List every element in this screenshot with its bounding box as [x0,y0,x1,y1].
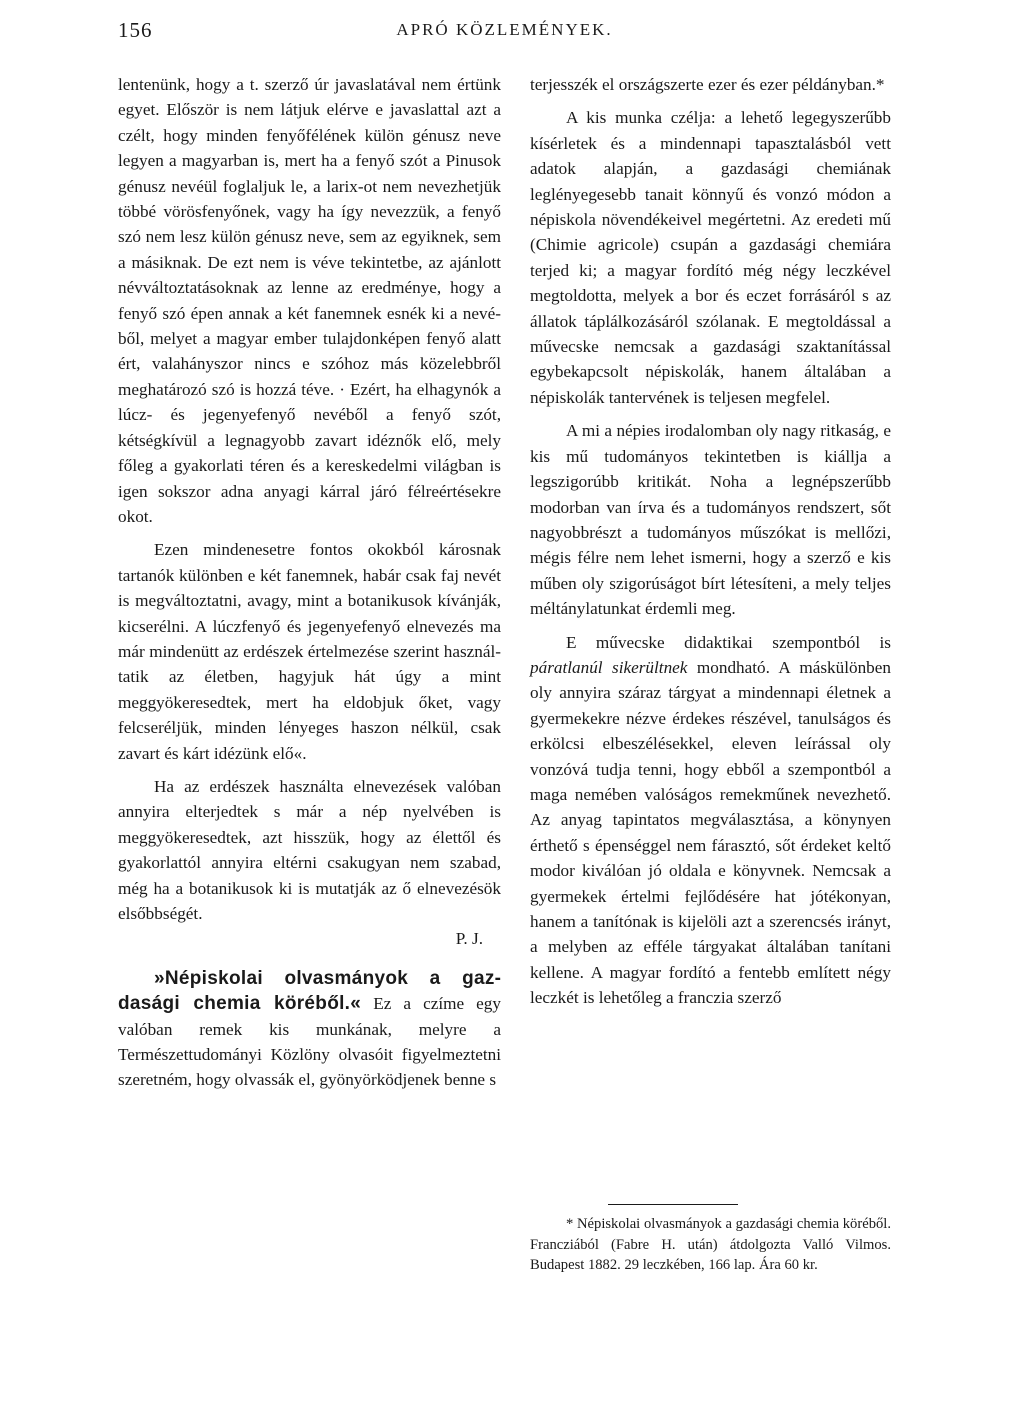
author-signature: P. J. [455,929,483,949]
page-number: 156 [118,18,153,42]
right-paragraph-2: A kis munka czélja: a lehető legegyszerűbb kísérletek és a mindennapi tapasztalásból vett adatok alapján, a gazdasági chemiának leglényegesebb tanait könnyű és vonzó módon a népiskola növendékeivel megértetni. Az eredeti mű (Chimie agricole) csupán a gazdasági chemiára terjed ki; a magyar fordító még négy leczkével megtoldotta, melyek a bor és eczet forrásáról s az állatok táplálkozásáról szólanak. E megtoldással a művecske nemcsak a gazdasági szaktanítással egybekapcsolt népiskolák, hanem általában a népiskolák tantervének is teljesen megfelel. [530,108,891,407]
right-paragraph-3: A mi a népies irodalomban oly nagy ritkaság, e kis mű tudományos tekintetben is kiállja a legszigorúbb kritikát. Noha a legnépszerűbb modorban van írva és a tudományos rendszert, sőt nagyobbrészt a tudományos műszókat is mellőzi, mégis félre nem lehet ismerni, hogy a szerző e kis műben oly szigorúságot bírt létesíteni, a mely teljes méltánylatunkat érdemli meg. [530,421,891,619]
page-header [118,18,891,54]
left-paragraph-2: Ezen mindenesetre fontos okokból károsnak tartanók különben e két fanemnek, habár csak faj nevét is megváltoztatni, avagy, mint a botanikusok kívánják, kicserélni. A lúczfenyő és jegenyefenyő elnevezés ma már mindenütt az erdészek értelmezése szerint használtatik az életben, hagyjuk hát úgy a mint meggyökeresedtek, mert ha eldobjuk őket, vagy felcseréljük, minden lényeges haszon nélkül, csak zavart és kárt idézünk elő«. [118,540,501,763]
right-paragraph-4-start: E művecske didaktikai szempontból is [566,632,891,652]
right-paragraph-4 [530,630,891,1011]
footnote-text: * Népiskolai olvasmányok a gazdasági chemia köréből. Francziából (Fabre H. után) átdolgozta Valló Vilmos. Budapest 1882. 29 leczkében, 166 lap. Ára 60 kr. [530,1216,891,1273]
right-paragraph-1: terjesszék el országszerte ezer és ezer példányban.* [530,75,885,94]
notice-body: Ez a czíme egy valóban remek kis munkának, melyre a Természettudományi Közlöny olvasóit figyelmeztetni szeretném, hogy olvassák el, gyönyörködjenek benne s [118,994,501,1090]
right-paragraph-4-rest: mondható. A máskülönben oly annyira száraz tárgyat a mindennapi életnek a gyermekekre nézve érdekes részével, tanulságos és erkölcsi elbeszélésekkel, eleven leírással oly vonzóvá tudja tenni, hogy ebből a szempontból a maga nemében valóságos remekműnek nevezhető. Az anyag tapintatos megválasztása, a könynyen érthető s épenséggel nem fárasztó, sőt érdeket keltő modor kiválóan jó oldala e könyvnek. Nemcsak a gyermekek értelmi fejlődésére hat jótékonyan, hanem a tanítónak is kijelöli azt a szerencsés irányt, a melyben az efféle tárgyakat általában tanítani kellene. A magyar fordító a fentebb említett négy leczkét is lehetőleg a franczia szerző [530,657,891,1008]
right-column [530,72,891,1011]
left-paragraph-3: Ha az erdészek használta elnevezések valóban annyira elterjedtek s már a nép nyelvében is meggyökeresedtek, azt hisszük, hogy az élettől és gyakorlattól annyira eltérni csakugyan nem szabad, még ha a botanikusok ki is mutatják az ő elnevezésök elsőbbségét. [118,776,501,923]
footnote [530,1214,891,1276]
running-head: APRÓ KÖZLEMÉNYEK. [396,20,613,39]
left-column [118,72,501,1093]
notice-title: »Népiskolai olvasmányok a gazdasági chemia köréből.« [118,967,501,1015]
footnote-divider [608,1204,738,1205]
left-paragraph-1: lentenünk, hogy a t. szerző úr javaslatával nem értünk egyet. Először is nem látjuk elérve e javaslattal azt a czélt, hogy minden fenyőfélének külön génusz neve legyen a magyarban is, mert ha a fenyő szót a Pinusok génusz nevéül foglaljuk le, a larix-ot nem nevezhetjük többé vörösfenyőnek, vagy ha így nevezzük, a fenyő szó nem lesz külön génusz neve, sem az egyiknek, sem a másiknak. De ezt nem is véve tekintetbe, az ajánlott névváltoztatásoknak az lenne az eredménye, hogy a fenyő szó épen annak a két fanemnek esnék ki a nevéből, melyet a magyar ember tulajdonképen fenyő alatt ért, valahányszor nincs e szóhoz más közelebbről meghatározó szó is hozzá téve. · Ezért, ha elhagynók a lúcz- és jegenyefenyő nevéből a fenyő szót, kétségkívül a legnagyobb zavart idéznők elő, mely főleg a gyakorlati téren és a kereskedelmi világban is igen sokszor adna anyagi kárral járó félreértésekre okot. [118,75,501,526]
emphasis-text: páratlanúl sikerültnek [530,657,688,677]
notice-paragraph [118,966,501,1093]
